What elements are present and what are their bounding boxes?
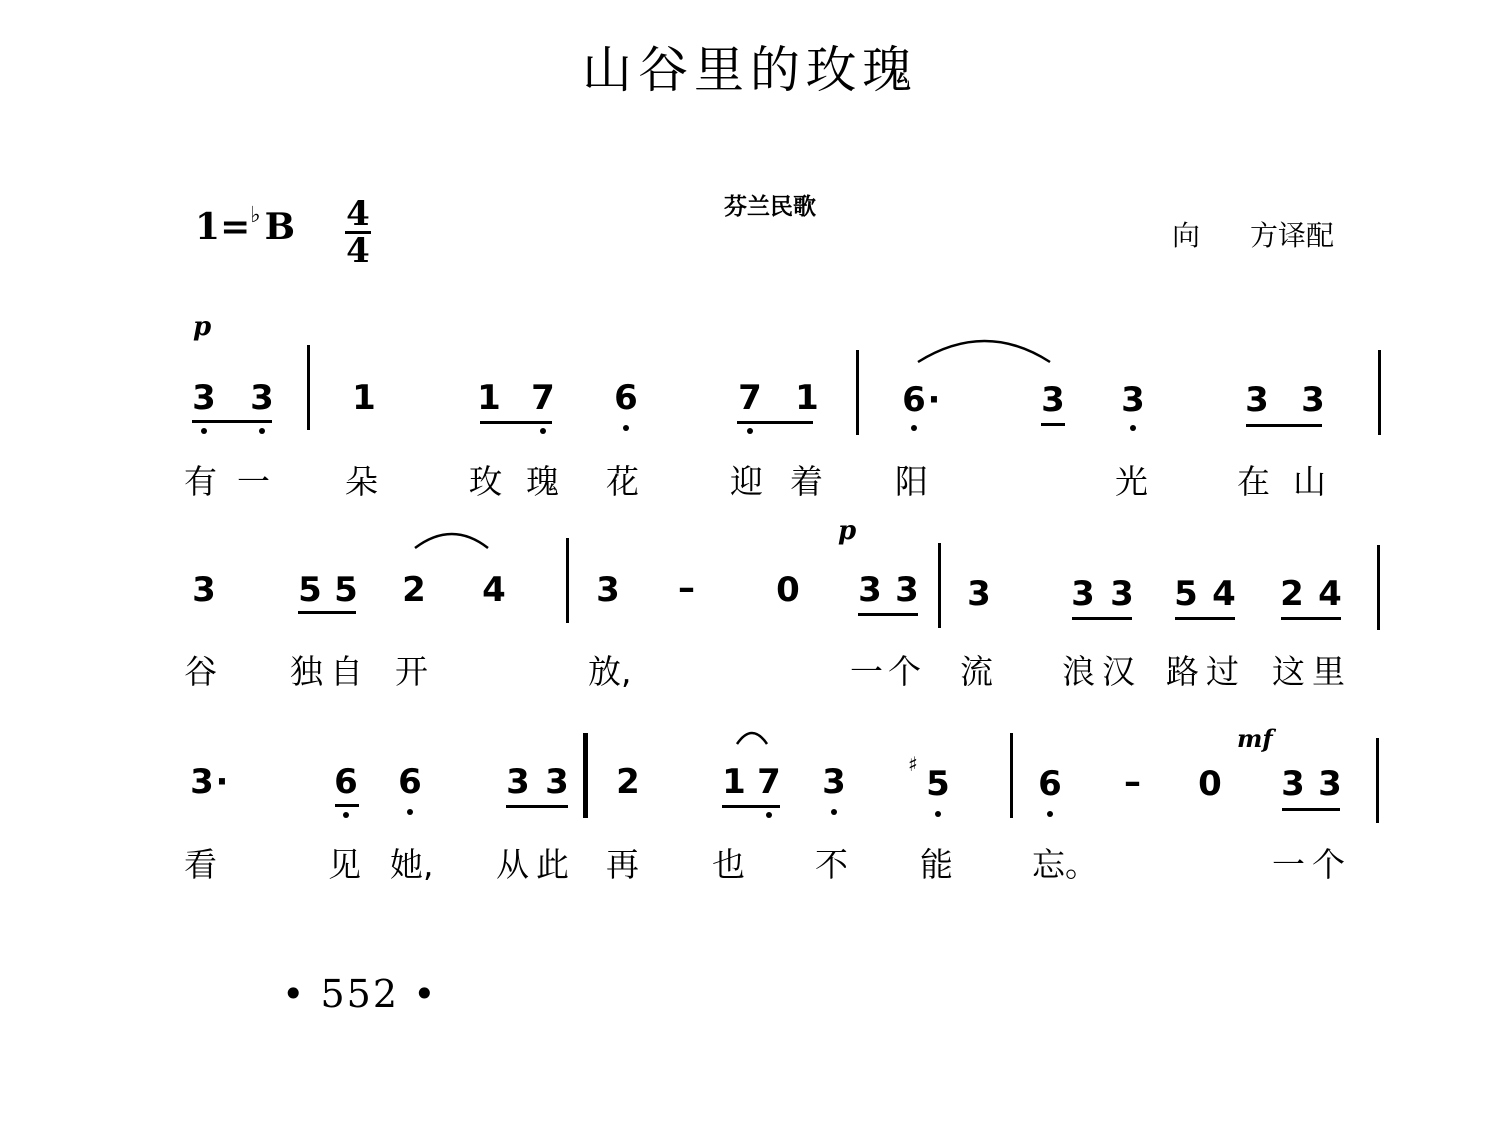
note: 7 [531,378,555,418]
lower-octave-dot [747,428,753,434]
lyric-char: 个 [1312,845,1345,884]
note: 6 [334,762,358,802]
note: 5 [1174,574,1198,614]
dynamic-mark: p [193,312,212,342]
bar-line [1376,738,1379,823]
note: 3 [822,762,846,802]
lyric-char: 看 [184,845,217,884]
lyric-char: 不 [815,845,848,884]
credit-role: 方译配 [1250,219,1335,252]
note: 3 [190,762,214,802]
note: 4 [482,570,506,610]
lyric-char: 自 [330,652,363,691]
underline-beam [480,421,552,424]
lyric-char: 开 [395,652,428,691]
underline-beam [506,805,568,808]
note: 6 [1038,764,1062,804]
bar-line [566,538,569,623]
lower-octave-dot [766,812,772,818]
lyric-char: 也 [712,845,745,884]
lower-octave-dot [623,425,629,431]
lyric-char: 再 [606,845,639,884]
lower-octave-dot [201,428,207,434]
lyric-char: 过 [1206,652,1239,691]
underline-beam [1041,423,1065,426]
lower-octave-dot [259,428,265,434]
underline-beam [722,805,780,808]
note: 3 [1121,380,1145,420]
dynamic-mark: p [838,516,857,546]
time-denominator: 4 [346,231,370,271]
song-origin: 芬兰民歌 [724,194,816,220]
song-title: 山谷里的玫瑰 [582,41,918,99]
lower-octave-dot [343,812,349,818]
underline-beam [858,613,918,616]
note: 7 [738,378,762,418]
note: 3 [1110,574,1134,614]
note: 3 [192,570,216,610]
note: 0 [776,570,800,610]
note: 1 [477,378,501,418]
lower-octave-dot [935,811,941,817]
note: 7 [757,762,781,802]
duration-dash: – [678,568,695,608]
lyric-char: 玫 [469,462,502,501]
dynamic-mark: mf [1237,724,1273,753]
note: 3 [250,378,274,418]
key-tonic: 1 [195,206,221,248]
lyric-char: 路 [1166,652,1199,691]
sharp-icon: ♯ [908,752,918,776]
note: 4 [1318,574,1342,614]
lyric-char: 里 [1312,652,1345,691]
note: 2 [1280,574,1304,614]
note: 3 [1318,764,1342,804]
lyric-char: 流 [960,652,993,691]
bar-line [1010,733,1013,818]
note: 5 [926,764,950,804]
key-signature [195,202,296,248]
key-letter: B [264,206,296,248]
lower-octave-dot [407,809,413,815]
note: 1 [722,762,746,802]
lyric-char: 个 [888,652,921,691]
slur-tie [415,534,488,548]
lyric-char: 在 [1237,462,1270,501]
lower-octave-dot [1047,811,1053,817]
underline-beam [1246,424,1322,427]
lyric-char: 这 [1272,652,1305,691]
lyric-char: 忘。 [1032,845,1098,884]
bar-line [856,350,859,435]
lower-octave-dot [540,428,546,434]
lyric-char: 瑰 [526,462,559,501]
lyric-char: 阳 [895,462,928,501]
underline-beam [1281,617,1341,620]
underline-beam [335,804,359,807]
lyric-char: 一 [850,652,883,691]
lyric-char: 有 [184,462,217,501]
lyric-char: 山 [1293,462,1326,501]
underline-beam [192,420,272,423]
note: 3 [895,570,919,610]
note: 3 [192,378,216,418]
lyric-char: 从 [496,845,529,884]
lower-octave-dot [1130,425,1136,431]
lyric-char: 汉 [1102,652,1135,691]
lyric-char: 光 [1115,462,1148,501]
note: 3 [967,574,991,614]
underline-beam [298,611,356,614]
lyric-char: 独 [290,652,323,691]
note: 2 [616,762,640,802]
lyric-char: 花 [606,462,639,501]
note: 5 [334,570,358,610]
lyric-char: 朵 [345,462,378,501]
note: 5 [298,570,322,610]
bar-line [583,733,588,818]
bar-line [1377,545,1380,630]
note: 2 [402,570,426,610]
lyric-char: 能 [920,845,953,884]
note: 3 [1245,380,1269,420]
note: 6 [614,378,638,418]
lyric-char: 她, [390,845,434,884]
lyric-char: 放, [588,652,632,691]
underline-beam [1282,808,1340,811]
lower-octave-dot [911,425,917,431]
note: 3 [506,762,530,802]
page-number: • 552 • [282,972,438,1016]
time-numerator: 4 [346,194,370,234]
underline-beam [1072,617,1132,620]
bar-line [307,345,310,430]
note: 6 [398,762,422,802]
augmentation-dot: · [927,380,941,420]
lyric-char: 着 [790,462,823,501]
lyric-char: 浪 [1062,652,1095,691]
underline-beam [737,421,813,424]
lyric-char: 一 [237,462,270,501]
note: 6 [902,380,926,420]
translator-credit [1172,214,1334,254]
lyric-char: 见 [328,845,361,884]
note: 3 [1301,380,1325,420]
note: 1 [352,378,376,418]
note: 3 [1041,380,1065,420]
bar-line [938,543,941,628]
fermata-arc [737,733,767,744]
lyric-char: 谷 [184,652,217,691]
note: 0 [1198,764,1222,804]
lyric-char: 一 [1272,845,1305,884]
bar-line [1378,350,1381,435]
underline-beam [1175,617,1235,620]
note: 3 [596,570,620,610]
note: 1 [795,378,819,418]
note: 3 [545,762,569,802]
note: 3 [858,570,882,610]
lower-octave-dot [831,809,837,815]
note: 3 [1281,764,1305,804]
slur-tie [918,341,1050,362]
key-equals: = [220,206,251,248]
note: 4 [1212,574,1236,614]
note: 3 [1071,574,1095,614]
time-signature [343,194,373,271]
credit-surname: 向 [1172,219,1201,252]
flat-icon: ♭ [250,202,261,228]
augmentation-dot: · [215,762,229,802]
lyric-char: 此 [536,845,569,884]
duration-dash: – [1124,762,1141,802]
lyric-char: 迎 [730,462,763,501]
